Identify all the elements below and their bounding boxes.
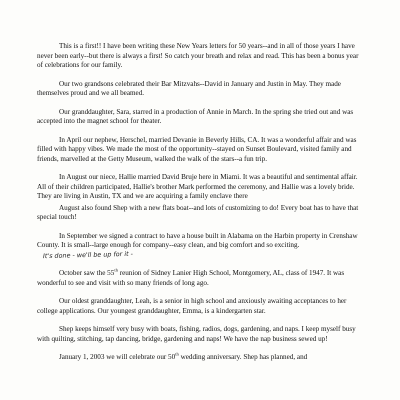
paragraph-hobbies: Shep keeps himself very busy with boats, fishing, radios, dogs, gardening, and naps. I keep myself busy with quilting, stitching, tap dancing, bridge, gardening and naps! We have the nap business sewed up! (37, 325, 356, 343)
paragraph-reunion: October saw the 55th reunion of Sidney Lanier High School, Montgomery, AL, class of 1947. It was wonderful to see and visit with so many friends of long ago. (37, 267, 345, 287)
paragraph-hallie-wedding: In August our niece, Hallie married David Bruje here in Miami. It was a beautiful and sentimental affair. All of their children participated, Hallie's brother Mark performed the ceremony, and Hallie was a lovely bride. They are living in Austin, TX and we are acquiring a family enclave there (37, 173, 358, 200)
paragraph-granddaughters: Our oldest granddaughter, Leah, is a senior in high school and anxiously awaiting acceptances to her college applications. Our youngest granddaughter, Emma, is a kindergarten star. (37, 297, 347, 315)
handwritten-note: It's done - we'll be up for it - (42, 249, 133, 260)
paragraph-flats-boat: August also found Shep with a new flats boat--and lots of customizing to do! Every boat has to have that special touch! (37, 203, 359, 221)
paragraph-anniversary: January 1, 2003 we will celebrate our 50th wedding anniversary. Shep has planned, and (59, 351, 308, 361)
paragraph-alabama-house: In September we signed a contract to have a house built in Alabama on the Harbin property in Crenshaw County. It is small--large enough for company--easy clean, and big comfort and so exciting.It's done - we'll be up for it - (37, 231, 358, 260)
paragraph-bar-mitzvahs: Our two grandsons celebrated their Bar Mitzvahs--David in January and Justin in May. They made themselves proud and we all beamed. (37, 79, 341, 97)
paragraph-herschel-wedding: In April our nephew, Herschel, married Devanie in Beverly Hills, CA. It was a wonderful affair and was filled with happy vibes. We made the most of the opportunity--stayed on Sunset Boulevard, visited family and friends, marvelled at the Getty Museum, walked the walk of the stars--a fun trip. (37, 135, 357, 163)
paragraph-intro: This is a first!! I have been writing these New Years letters for 50 years--and in all of those years I have never been early--but there is always a first! So catch your breath and relax and read. This has been a bonus year of celebrations for our family. (37, 42, 359, 69)
paragraph-sara-theater: Our granddaughter, Sara, starred in a production of Annie in March. In the spring she tried out and was accepted into the magnet school for theater. (37, 107, 354, 125)
